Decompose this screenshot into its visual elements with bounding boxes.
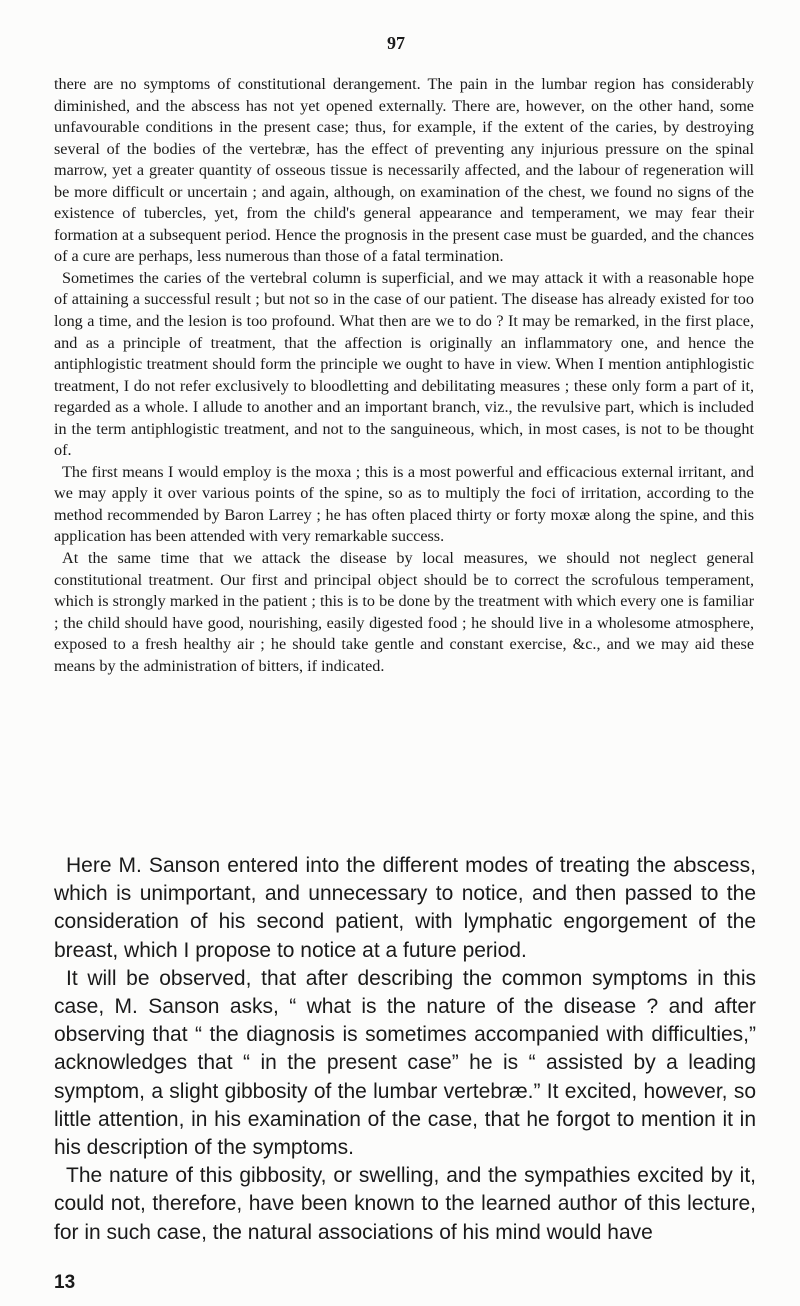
lecture-text-block	[54, 74, 754, 677]
review-paragraph: Here M. Sanson entered into the different modes of treating the abscess, which is unimportant, and unnecessary to notice, and then passed to the consideration of his second patient, with lymphatic engorgement of the breast, which I propose to notice at a future period.	[54, 854, 756, 962]
lecture-paragraph: Sometimes the caries of the vertebral column is superficial, and we may attack it with a reasonable hope of attaining a successful result ; but not so in the case of our patient. The disease has already existed for too long a time, and the lesion is too profound. What then are we to do ? It may be remarked, in the first place, and as a principle of treatment, that the affection is originally an inflammatory one, and hence the antiphlogistic treatment should form the principle we ought to have in view. When I mention antiphlogistic treatment, I do not refer exclusively to bloodletting and debilitating measures ; these only form a part of it, regarded as a whole. I allude to another and an important branch, viz., the revulsive part, which is included in the term antiphlogistic treatment, and not to the sanguineous, which, in most cases, is not to be thought of.	[54, 268, 754, 460]
lecture-paragraph: there are no symptoms of constitutional derangement. The pain in the lumbar region has considerably diminished, and the abscess has not yet opened externally. There are, however, on the other hand, some unfavourable conditions in the present case; thus, for example, if the extent of the caries, by destroying several of the bodies of the vertebræ, has the effect of preventing any injurious pressure on the spinal marrow, yet a greater quantity of osseous tissue is necessarily affected, and the labour of regeneration will be more difficult or uncertain ; and again, although, on examination of the chest, we found no signs of the existence of tubercles, yet, from the child's general appearance and temperament, we may fear their formation at a subsequent period. Hence the prognosis in the present case must be guarded, and the chances of a cure are perhaps, less numerous than those of a fatal termination.	[54, 75, 754, 266]
lecture-paragraph: At the same time that we attack the disease by local measures, we should not neglect general constitutional treatment. Our first and principal object should be to correct the scrofulous temperament, which is strongly marked in the patient ; this is to be done by the treatment with which every one is familiar ; the child should have good, nourishing, easily digested food ; he should live in a wholesome atmosphere, exposed to a fresh healthy air ; he should take gentle and constant exercise, &c., and we may aid these means by the administration of bitters, if indicated.	[54, 549, 754, 675]
review-text-block	[54, 852, 756, 1247]
signature-mark: 13	[54, 1272, 76, 1293]
review-paragraph: The nature of this gibbosity, or swelling, and the sympathies excited by it, could not, therefore, have been known to the learned author of this lecture, for in such case, the natural associations of his mind would have	[54, 1164, 756, 1244]
page-number: 97	[387, 33, 405, 53]
review-paragraph: It will be observed, that after describing the common symptoms in this case, M. Sanson asks, “ what is the nature of the disease ? and after observing that “ the diagnosis is sometimes accompanied with difficulties,” acknowledges that “ in the present case” he is “ assisted by a leading symptom, a slight gibbosity of the lumbar vertebræ.” It excited, however, so little attention, in his examination of the case, that he forgot to mention it in his description of the symptoms.	[54, 966, 756, 1160]
lecture-paragraph: The first means I would employ is the moxa ; this is a most powerful and efficacious external irritant, and we may apply it over various points of the spine, so as to multiply the foci of irritation, according to the method recommended by Baron Larrey ; he has often placed thirty or forty moxæ along the spine, and this application has been attended with very remarkable success.	[54, 462, 754, 546]
